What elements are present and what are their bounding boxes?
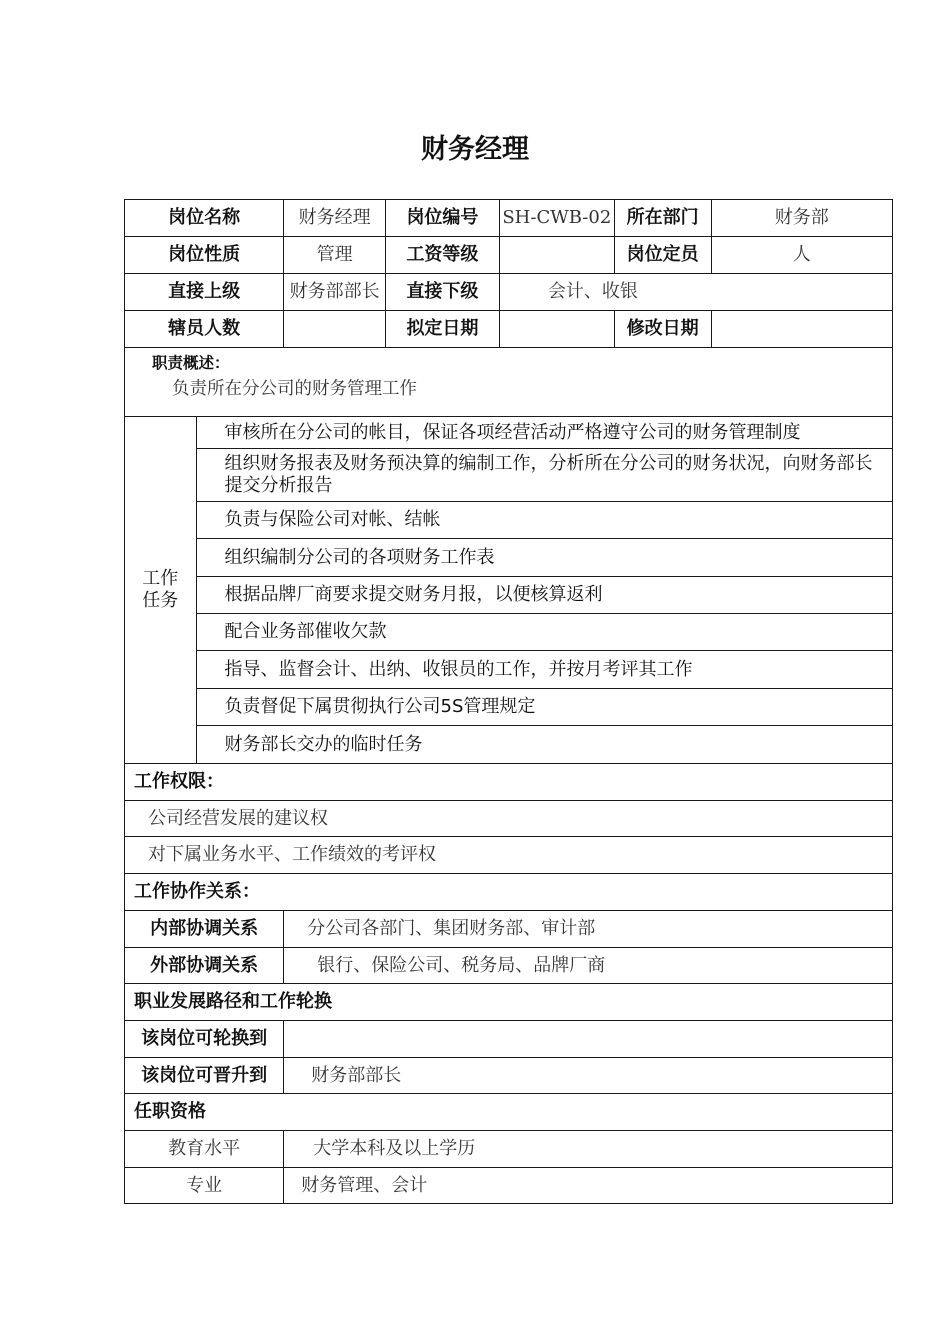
task-row [125,577,893,614]
modify-date-label: 修改日期 [614,311,711,348]
salary-label: 工资等级 [386,237,500,274]
section-heading-row [125,984,893,1021]
info-row [125,237,893,274]
external-coordination-label: 外部协调关系 [125,948,284,984]
task-item: 组织编制分公司的各项财务工作表 [196,539,892,577]
section-heading-row [125,764,893,801]
overview-cell [125,348,893,417]
subordinate-value: 会计、收银 [499,274,892,311]
task-row [125,726,893,764]
subordinate-label: 直接下级 [386,274,500,311]
education-value: 大学本科及以上学历 [284,1131,893,1168]
superior-label: 直接上级 [125,274,284,311]
authority-item: 公司经营发展的建议权 [125,801,893,837]
post-no-value: SH-CWB-02 [499,200,614,237]
task-row [125,502,893,539]
task-row [125,449,893,502]
major-label: 专业 [125,1168,284,1204]
work-tasks-label-line: 任务 [142,590,179,611]
promote-label: 该岗位可晋升到 [125,1058,284,1094]
qualification-row [125,1131,893,1168]
assistants-label: 辖员人数 [125,311,284,348]
promote-value: 财务部部长 [284,1058,893,1094]
task-item: 财务部长交办的临时任务 [196,726,892,764]
post-no-label: 岗位编号 [386,200,500,237]
dept-label: 所在部门 [614,200,711,237]
work-tasks-label-line: 工作 [142,568,179,589]
education-label: 教育水平 [125,1131,284,1168]
post-name-label: 岗位名称 [125,200,284,237]
career-heading: 职业发展路径和工作轮换 [125,984,893,1021]
overview-text: 负责所在分公司的财务管理工作 [172,379,417,399]
dept-value: 财务部 [711,200,892,237]
assistants-value [284,311,386,348]
internal-coordination-label: 内部协调关系 [125,911,284,948]
task-row [125,539,893,577]
major-value: 财务管理、会计 [284,1168,893,1204]
superior-value: 财务部部长 [284,274,386,311]
task-row [125,614,893,651]
quota-label: 岗位定员 [614,237,711,274]
info-row [125,200,893,237]
career-row [125,1058,893,1094]
task-item: 配合业务部催收欠款 [196,614,892,651]
task-item: 审核所在分公司的帐目，保证各项经营活动严格遵守公司的财务管理制度 [196,417,892,449]
task-item: 组织财务报表及财务预决算的编制工作，分析所在分公司的财务状况，向财务部长提交分析报告 [196,449,892,502]
post-name-value: 财务经理 [284,200,386,237]
qualification-heading: 任职资格 [125,1094,893,1131]
cooperation-heading: 工作协作关系： [125,874,893,911]
modify-date-value [711,311,892,348]
info-row [125,274,893,311]
authority-item: 对下属业务水平、工作绩效的考评权 [125,837,893,874]
qualification-row [125,1168,893,1204]
nature-value: 管理 [284,237,386,274]
authority-row [125,801,893,837]
overview-row [125,348,893,417]
document-title: 财务经理 [421,134,529,165]
draft-date-value [499,311,614,348]
cooperation-row [125,948,893,984]
rotate-label: 该岗位可轮换到 [125,1021,284,1058]
quota-value: 人 [711,237,892,274]
job-description-table [124,199,893,1204]
overview-heading: 职责概述： [152,354,230,372]
task-row [125,417,893,449]
cooperation-row [125,911,893,948]
nature-label: 岗位性质 [125,237,284,274]
section-heading-row [125,874,893,911]
task-row [125,689,893,726]
draft-date-label: 拟定日期 [386,311,500,348]
task-item: 负责督促下属贯彻执行公司5S管理规定 [196,689,892,726]
info-row [125,311,893,348]
task-item: 根据品牌厂商要求提交财务月报，以便核算返利 [196,577,892,614]
task-item: 负责与保险公司对帐、结帐 [196,502,892,539]
task-item: 指导、监督会计、出纳、收银员的工作，并按月考评其工作 [196,651,892,689]
career-row [125,1021,893,1058]
salary-value [499,237,614,274]
section-heading-row [125,1094,893,1131]
authority-heading: 工作权限： [125,764,893,801]
external-coordination-value: 银行、保险公司、税务局、品牌厂商 [284,948,893,984]
work-tasks-label [125,417,197,764]
rotate-value [284,1021,893,1058]
internal-coordination-value: 分公司各部门、集团财务部、审计部 [284,911,893,948]
task-row [125,651,893,689]
authority-row [125,837,893,874]
